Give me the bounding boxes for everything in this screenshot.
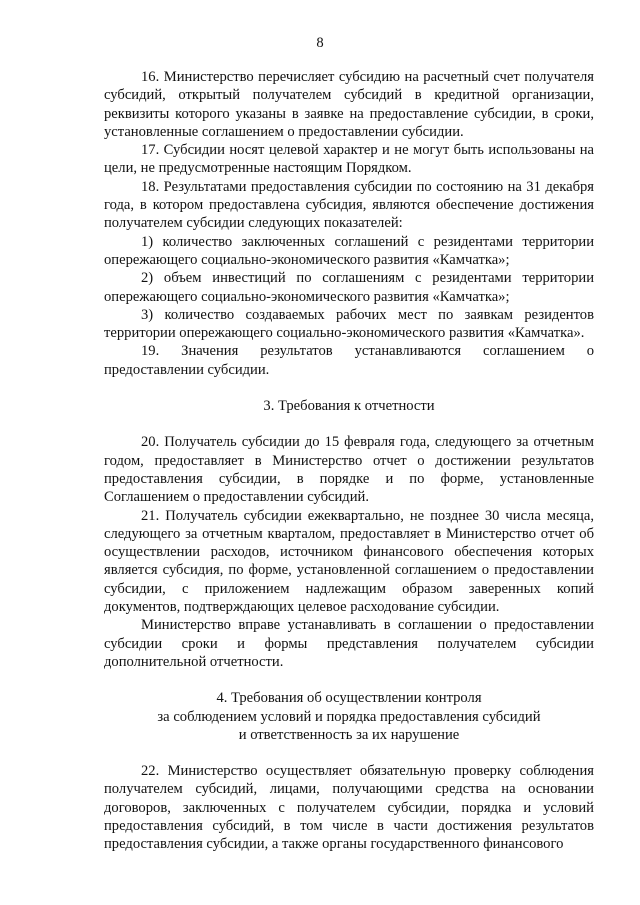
paragraph-17: 17. Субсидии носят целевой характер и не могут быть использованы на цели, не предусмотренные настоящим Порядком.	[104, 142, 594, 177]
section-3-heading: 3. Требования к отчетности	[263, 398, 435, 415]
list-item-1: 1) количество заключенных соглашений с резидентами территории опережающего социально-экономического развития «Камчатка»;	[104, 233, 594, 268]
paragraph-19: 19. Значения результатов устанавливаются соглашением о предоставлении субсидии.	[104, 343, 594, 378]
paragraph-22: 22. Министерство осуществляет обязательную проверку соблюдения получателем субсидий, лицами, получающими средства на основании договоров, заключенных с получателем субсидии, порядка и условий предоставления субсидий, в том числе в части достижения результатов предоставления субсидии, а также органы государственного финансового	[104, 763, 594, 853]
paragraph-16: 16. Министерство перечисляет субсидию на расчетный счет получателя субсидий, открытый получателем субсидий в кредитной организации, реквизиты которого указаны в заявке на предоставление субсидии, в сроки, установленные соглашением о предоставлении субсидии.	[104, 69, 594, 140]
list-item-2: 2) объем инвестиций по соглашениям с резидентами территории опережающего социально-экономического развития «Камчатка»;	[104, 270, 594, 305]
section-4-heading-line-3: и ответственность за их нарушение	[238, 726, 460, 743]
paragraph-18: 18. Результатами предоставления субсидии по состоянию на 31 декабря года, в котором предоставлена субсидия, являются обеспечение достижения получателем субсидии следующих показателей:	[104, 178, 594, 232]
paragraph-ministry-right: Министерство вправе устанавливать в соглашении о предоставлении субсидии сроки и формы представления получателем субсидии дополнительной отчетности.	[104, 617, 594, 670]
document-body	[104, 68, 594, 854]
page-number: 8	[316, 35, 324, 51]
paragraph-20: 20. Получатель субсидии до 15 февраля года, следующего за отчетным годом, предоставляет в Министерство отчет о достижении результатов предоставления субсидии, в порядке и по форме, установленные Соглашением о предоставлении субсидий.	[104, 434, 594, 506]
section-4-heading-line-2: за соблюдением условий и порядка предоставления субсидий	[157, 708, 541, 725]
section-4-heading	[104, 689, 594, 744]
list-item-3: 3) количество создаваемых рабочих мест по заявкам резидентов территории опережающего социально-экономического развития «Камчатка».	[104, 306, 594, 342]
section-4-heading-line-1: 4. Требования об осуществлении контроля	[216, 690, 482, 707]
paragraph-21: 21. Получатель субсидии ежеквартально, не позднее 30 числа месяца, следующего за отчетным кварталом, предоставляет в Министерство отчет об осуществлении расходов, источником финансового обеспечения которых является субсидия, по форме, установленной соглашением о предоставлении субсидии, с приложением надлежащим образом заверенных копий документов, подтверждающих целевое расходование субсидии.	[104, 507, 594, 616]
